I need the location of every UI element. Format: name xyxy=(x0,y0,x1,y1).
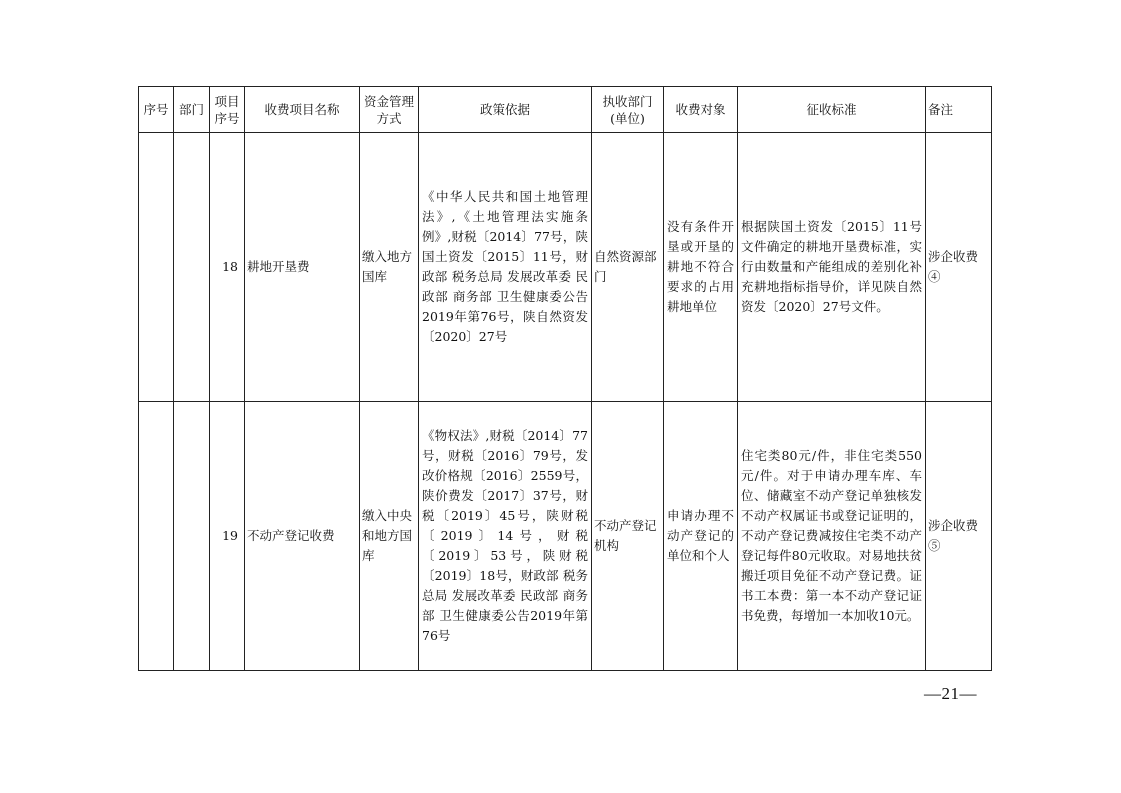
header-policy: 政策依据 xyxy=(419,87,592,133)
cell-payer: 没有条件开垦或开垦的耕地不符合要求的占用耕地单位 xyxy=(664,133,738,402)
header-collector: 执收部门(单位) xyxy=(592,87,664,133)
cell-payer: 申请办理不动产登记的单位和个人 xyxy=(664,402,738,671)
cell-serial xyxy=(139,133,174,402)
header-remark: 备注 xyxy=(926,87,992,133)
cell-serial xyxy=(139,402,174,671)
header-serial: 序号 xyxy=(139,87,174,133)
cell-fund-mgmt: 缴入中央和地方国库 xyxy=(360,402,419,671)
cell-name: 不动产登记收费 xyxy=(245,402,360,671)
cell-collector: 不动产登记机构 xyxy=(592,402,664,671)
header-row xyxy=(139,87,992,133)
cell-remark: 涉企收费④ xyxy=(926,133,992,402)
cell-standard: 根据陕国土资发〔2015〕11号文件确定的耕地开垦费标准，实行由数量和产能组成的差别化补充耕地指标指导价，详见陕自然资发〔2020〕27号文件。 xyxy=(738,133,926,402)
cell-dept xyxy=(174,133,210,402)
header-dept: 部门 xyxy=(174,87,210,133)
cell-collector: 自然资源部门 xyxy=(592,133,664,402)
cell-item-no: 18 xyxy=(210,133,245,402)
cell-standard: 住宅类80元/件，非住宅类550元/件。对于申请办理车库、车位、储藏室不动产登记单独核发不动产权属证书或登记证明的，不动产登记费减按住宅类不动产登记每件80元收取。对易地扶贫搬迁项目免征不动产登记费。证书工本费：第一本不动产登记证书免费，每增加一本加收10元。 xyxy=(738,402,926,671)
page-number: —21— xyxy=(924,684,977,703)
table-row xyxy=(139,133,992,402)
cell-dept xyxy=(174,402,210,671)
cell-item-no: 19 xyxy=(210,402,245,671)
header-fund-mgmt: 资金管理方式 xyxy=(360,87,419,133)
header-standard: 征收标准 xyxy=(738,87,926,133)
header-name: 收费项目名称 xyxy=(245,87,360,133)
cell-name: 耕地开垦费 xyxy=(245,133,360,402)
cell-remark: 涉企收费⑤ xyxy=(926,402,992,671)
fee-table xyxy=(138,86,992,671)
cell-policy: 《中华人民共和国土地管理法》,《土地管理法实施条例》,财税〔2014〕77号，陕国土资发〔2015〕11号，财政部 税务总局 发展改革委 民政部 商务部 卫生健康委公告2019年第76号，陕自然资发〔2020〕27号 xyxy=(419,133,592,402)
cell-policy: 《物权法》,财税〔2014〕77号，财税〔2016〕79号，发改价格规〔2016〕2559号，陕价费发〔2017〕37号，财税〔2019〕45号，陕财税〔2019〕14号，财税〔2019〕53号，陕财税〔2019〕18号，财政部 税务总局 发展改革委 民政部 商务部 卫生健康委公告2019年第76号 xyxy=(419,402,592,671)
table-row xyxy=(139,402,992,671)
cell-fund-mgmt: 缴入地方国库 xyxy=(360,133,419,402)
header-item-no: 项目序号 xyxy=(210,87,245,133)
header-payer: 收费对象 xyxy=(664,87,738,133)
